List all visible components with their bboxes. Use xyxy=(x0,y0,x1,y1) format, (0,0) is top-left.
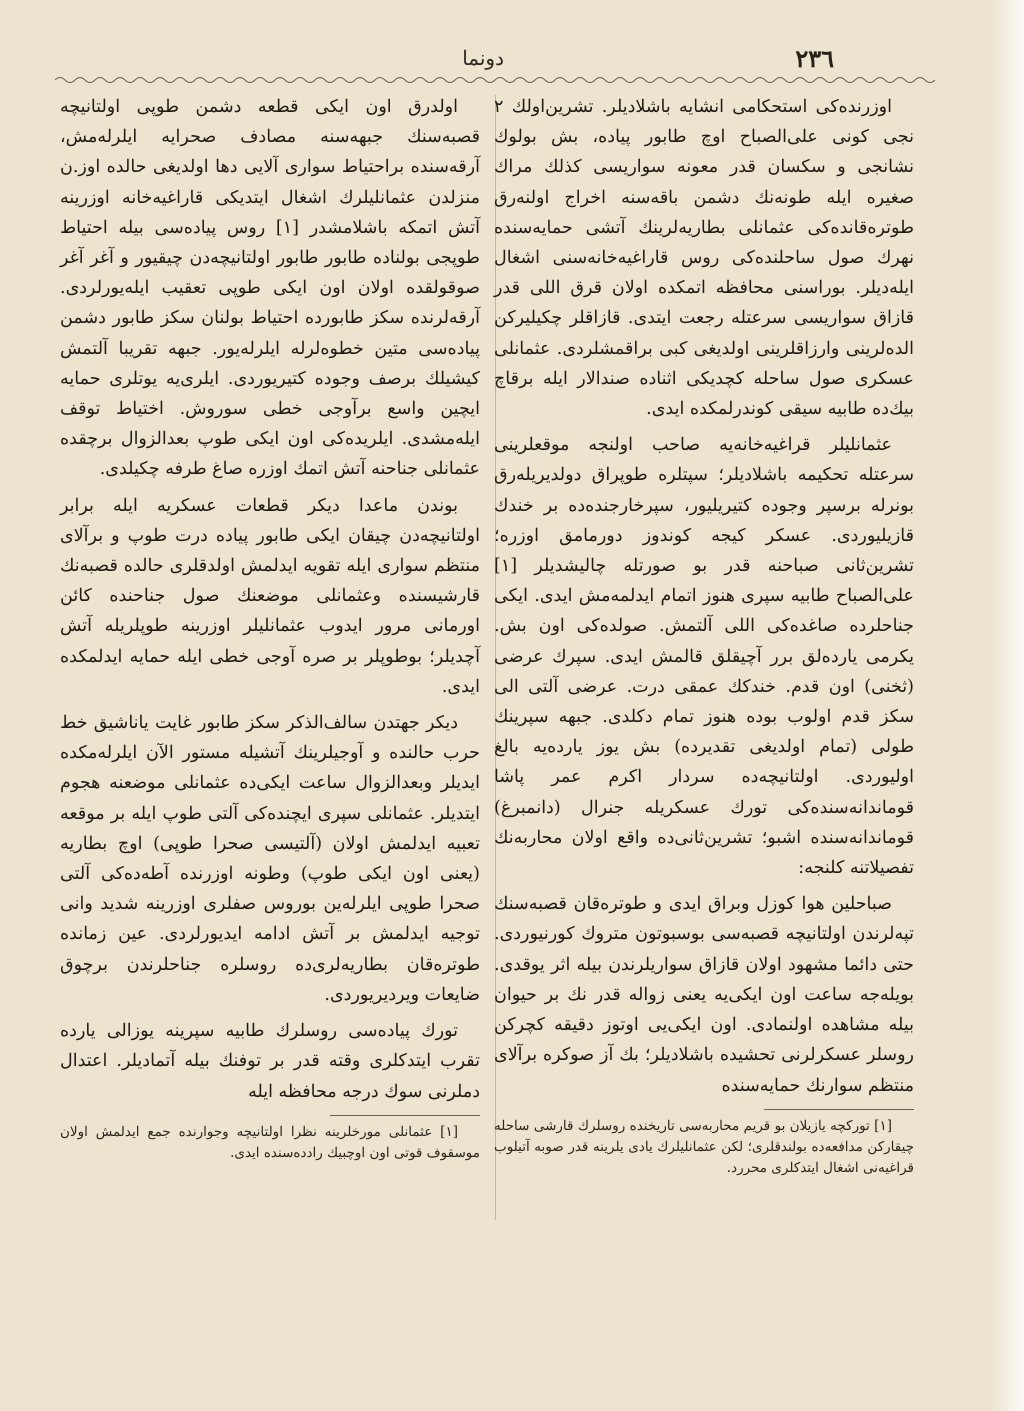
paragraph: اولدرق اون ایکی قطعه دشمن طوپی اولتانیچه قصبه‌سنك جبهه‌سنه مصادف صحرایه ایلرله‌مش، آرقه‌سنده براحتیاط سواری آلایی دها اولدیغی حالده اوز.ن منزلدن عثمانلیلرك اشغال ایتدیکی قاراغیه‌خانه اوزرینه آتش اتمکه باشلامشدر [١] روس پیاده‌سی بیله احتیاط طوپجی بولنادە طابور طابور اولتانیچه‌دن چیقیور و آغر آغر صوقولقده اولان اون ایکی طوپی تعقیب ایله‌یورلردی. آرقه‌لرنده سکز طابورده احتیاط بولنان سکز طابور دشمن پیاده‌سی متین خطوه‌لرله ایلرله‌یور. جبهه تقریبا آلتمش کیشیلك برصف وجوده کتیریوردی. ایلری‌یه یوتلری حمایه ایچین واسع برآوجی خطی سوروش. اختیاط توقف ایله‌مشدی. ایلریده‌کی اون ایکی طوپ بعدالزوال برچقده عثمانلی جناحنه آتش اتمك اوزره صاغ طرفه چکیلدی. xyxy=(60,97,481,480)
left-column xyxy=(60,92,480,1170)
page-edge xyxy=(990,0,1024,1411)
footnote-block xyxy=(494,1109,914,1179)
footnote: [١] تورکچه یازیلان بو قریم محاربه‌سی تاریخنده روسلرك قارشی ساحله چیقارکن مدافعه‌ده بولندقلری؛ لکن عثمانلیلرك یادی یلرینه قدر صوبه آتیلوب قراغیه‌نی اشغال ایتدکلری محررد. xyxy=(494,1117,914,1176)
footnote-block xyxy=(60,1115,480,1164)
footnote-rule xyxy=(330,1115,480,1116)
right-column xyxy=(494,92,914,1185)
page-number: ٢٣٦ xyxy=(795,44,834,73)
footnote: [١] عثمانلی مورخلرینه نظرا اولتانیچه وجوارنده جمع ایدلمش اولان موسقوف قوتی اون اوچبیك رادده‌سنده ایدی. xyxy=(60,1123,480,1161)
page-header xyxy=(40,40,984,80)
paragraph: اوزرنده‌کی استحکامی انشایه باشلادیلر. تشرین‌اولك ٢ نجی کونی علی‌الصباح اوچ طابور پیاده، بش بولوك نشانجی و سکسان قدر معونه سواریسی کذلك مراك صغیره ایله طونه‌نك دشمن باقه‌سنه اخراج اولنه‌رق طوتره‌قانده‌کی عثمانلی بطاریه‌لرینك آتشی حمایه‌سنده نهرك صول ساحلنده‌کی روس قاراغیه‌خانه‌سنی اشغال ایله‌دیلر. بوراسنی محافظه اتمکده اولان قرق اللی قدر قازاق سواریسی سرعتله رجعت ایتدی. قازاقلر چکیلیرکن الده‌لرینی وارزاقلرینی اولدیغی کبی براقمشلردی. عثمانلی عسکری صول ساحله کچدیکی اثناده صندالار ایله برقاچ بیك‌ده طابیه سیقی کوندرلمکده ایدی. xyxy=(494,97,914,420)
header-wavy-rule xyxy=(55,75,935,85)
paragraph: بوندن ماعدا دیکر قطعات عسکریه ایله برابر اولتانیچه‌دن چیقان ایکی طابور پیاده درت طوپ و برآلای منتظم سواری ایله تقویه ایدلمش اولدقلری حالده قصبه‌نك قارشیسنده وعثمانلی موضعنك صول جناحنده کائن اورمانی مرور ایدوب عثمانلیلر اوزرینه طوپلریله آتش آچدیلر؛ بوطوپلر بر صره آوجی خطی ایله حمایه ایدلمکده ایدی. xyxy=(60,495,480,697)
paragraph: صباحلین هوا کوزل وبراق ایدی و طوتره‌قان قصبه‌سنك تپه‌لرندن اولتانیچه قصبه‌سی بوسبوتون متروك کورنیوردی. حتی دائما مشهود اولان قازاق سواریلرندن بیله اثر یوقدی. بویله‌جه ساعت اون ایکی‌یه یعنی زواله قدر نك بر حیوان بیله مشاهده اولنمادی. اون ایکی‌یی اوتوز دقیقه کچرکن روسلر عسکرلرنی تحشیده باشلادیلر؛ بك آز صوکره برآلای منتظم سوارنك حمایه‌سنده xyxy=(494,894,914,1096)
paragraph: عثمانلیلر قراغیه‌خانه‌یه صاحب اولنجه موقعلرینی سرعتله تحکیمه باشلادیلر؛ سپتلره طوپراق دولدیریله‌رق بونرله برسپر وجوده کتیریلیور، سپرخارجنده‌ده بر خندك قازیلیوردی. عسکر کیجه کوندوز دورمامق اوزره؛ تشرین‌ثانی صباحنه قدر بو صورتله چالیشدیلر [١] علی‌الصباح طابیه سپری هنوز اتمام ایدلمه‌مش ایدی. ایکی جناحلرده صاغده‌کی اللی آلتمش. صولده‌کی اون بش. یکرمی یارده‌لق برر آچیقلق قالمش ایدی. سپرك عرضی (ثخنی) اون قدم. خندکك عمقی درت. عرضی آلتی الی سکز قدم اولوب بوده هنوز تمام دکلدی. جبهه سپرینك طولی (تمام اولدیغی تقدیرده) بش یوز یارده‌یه بالغ اولیوردی. اولتانیچه‌ده سردار اکرم عمر پاشا قوماندانه‌سنده‌کی تورك عسکریله جنرال (دانمبرغ) قوماندانه‌سنده اشبو؛ تشرین‌ثانی‌ده واقع اولان محاربه‌نك تفصیلاتنه کلنجه: xyxy=(494,435,914,879)
paragraph: دیکر جهتدن سالف‌الذکر سکز طابور غایت یاناشیق خط حرب حالنده و آوجیلرینك آتشیله مستور الآن ایلرله‌مکده ایدیلر وبعدالزوال ساعت ایکی‌ده عثمانلی موضعنه هجوم ایتدیلر. عثمانلی سپری ایچنده‌کی آلتی طوپ ایله بر موقعه تعبیه ایدلمش اولان (آلتیسی صحرا طوپی) اوچ بطاریه (یعنی اون ایکی طوپ) وطونه اوزرنده آطه‌ده‌کی آلتی صحرا طوپی ایلرله‌ین بوروس صفلری اوزرینه شدید وانی توجیه ایدلمش بر آتش ادامه ایدیورلردی. عین زمانده طوتره‌قان بطاریه‌لری‌ده روسلره جناحلرندن برچوق ضایعات ویردیریوردی. xyxy=(60,713,480,1005)
running-title: دونما xyxy=(462,46,504,70)
footnote-rule xyxy=(764,1109,914,1110)
paragraph: تورك پیاده‌سی روسلرك طابیه سپرینه یوزالی یارده تقرب ایتدکلری وقته قدر بر توفنك بیله آتمادیلر. اعتدال دملرنی سوك درجه محافظه ایله xyxy=(60,1021,480,1102)
